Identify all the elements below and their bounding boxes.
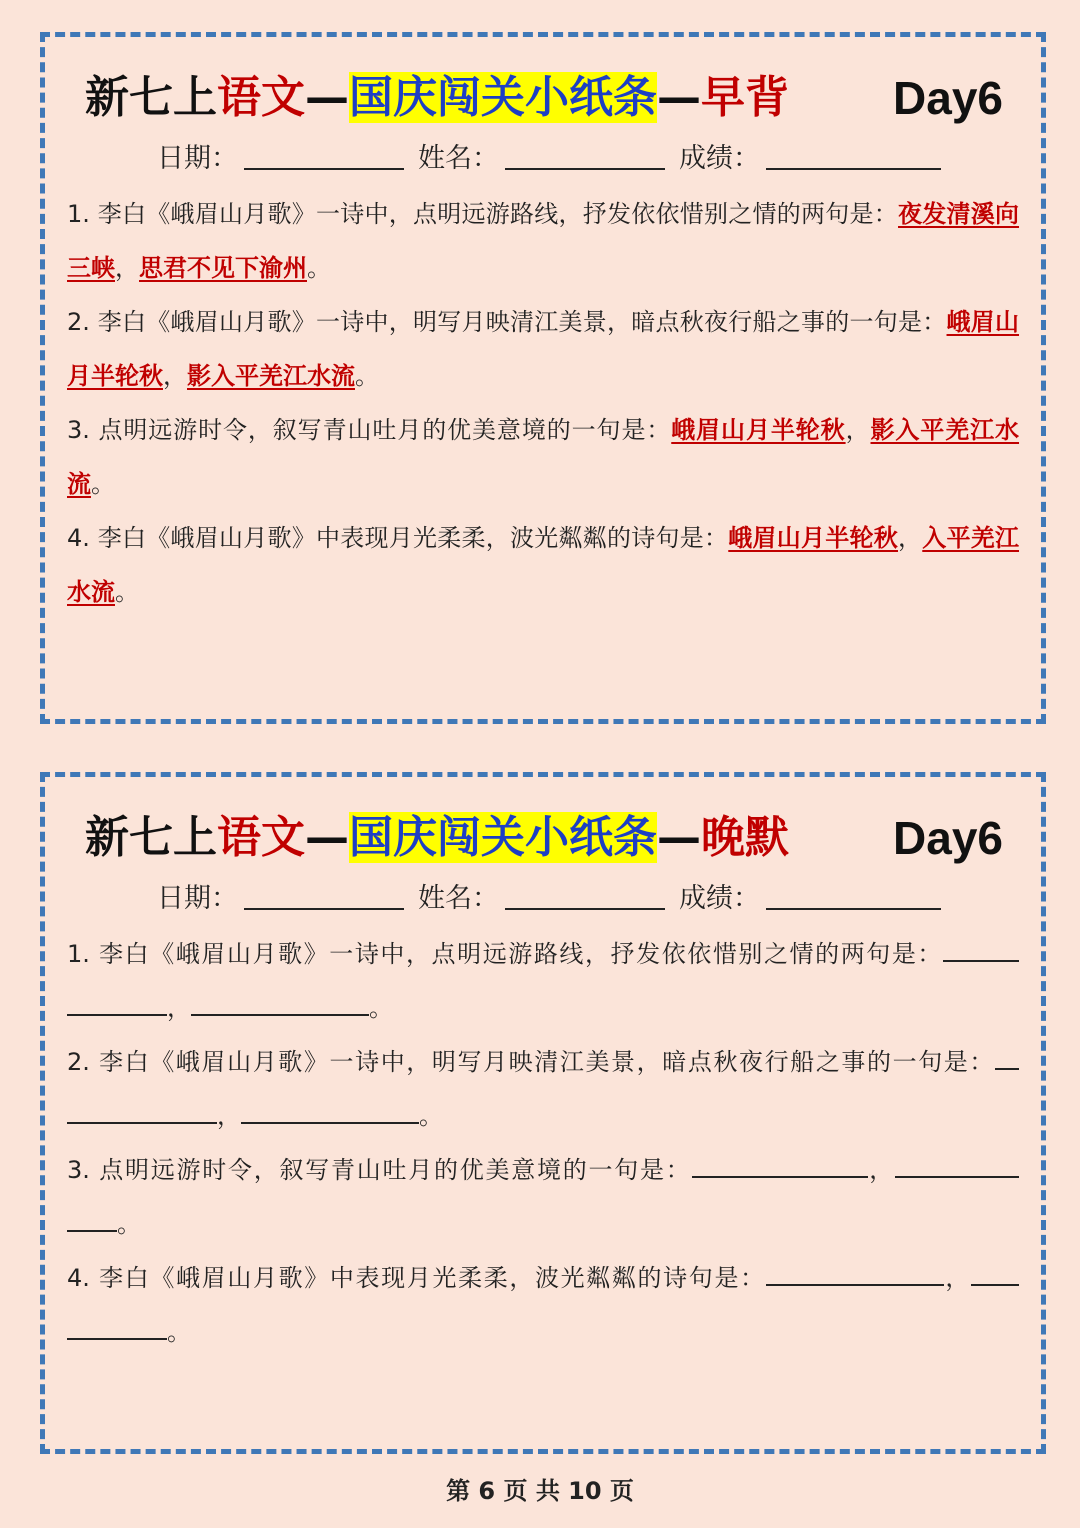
question-text: 李白《峨眉山月歌》中表现月光柔柔，波光粼粼的诗句是： [97,524,729,552]
answer-blank[interactable] [67,992,167,1016]
answer-text: 峨眉山月半轮秋 [671,416,846,444]
question-text: 点明远游时令，叙写青山吐月的优美意境的一句是： [98,416,672,444]
info-row [157,137,977,181]
question-text: 李白《峨眉山月歌》一诗中，明写月映清江美景，暗点秋夜行船之事的一句是： [97,308,947,336]
question-item [67,1143,1019,1251]
answer-blank[interactable] [971,1262,1019,1286]
question-text: 李白《峨眉山月歌》中表现月光柔柔，波光粼粼的诗句是： [99,1264,766,1292]
separator: ， [115,254,139,282]
separator: ， [867,1156,896,1184]
question-text: 李白《峨眉山月歌》一诗中，点明远游路线，抒发依依惜别之情的两句是： [99,940,943,968]
question-text: 点明远游时令，叙写青山吐月的优美意境的一句是： [99,1156,692,1184]
question-number: 4. [67,1264,90,1292]
title-highlight: 国庆闯关小纸条 [349,812,657,863]
date-label: 日期： [157,143,238,174]
answer-blank[interactable] [692,1154,868,1178]
question-item [67,295,1019,403]
title-day: Day6 [893,72,1003,124]
separator: ， [845,416,871,444]
morning-card [40,32,1046,724]
page-footer: 第 6 页 共 10 页 [446,1477,634,1505]
name-field[interactable] [505,142,665,170]
date-field[interactable] [244,142,404,170]
score-field[interactable] [766,142,941,170]
end-mark: 。 [117,1210,141,1238]
date-label: 日期： [157,883,238,914]
question-list [67,927,1019,1359]
separator: ， [943,1264,971,1292]
score-label: 成绩： [679,143,760,174]
separator: ， [163,362,187,390]
question-number: 3. [67,416,90,444]
question-item [67,187,1019,295]
answer-text: 峨眉山月半轮秋 [728,524,899,552]
title-dash: — [305,72,349,123]
score-field[interactable] [766,882,941,910]
answer-blank[interactable] [766,1262,944,1286]
question-item [67,1035,1019,1143]
title-subject: 语文 [217,72,305,123]
title-session: 晚默 [701,812,789,863]
name-label: 姓名： [418,883,499,914]
end-mark: 。 [91,470,115,498]
answer-blank[interactable] [67,1208,117,1232]
question-text: 李白《峨眉山月歌》一诗中，明写月映清江美景，暗点秋夜行船之事的一句是： [99,1048,995,1076]
answer-blank[interactable] [895,1154,1019,1178]
answer-text: 入平羌江水流 [67,524,1020,606]
evening-card [40,772,1046,1454]
title-grade: 新七上 [85,72,217,123]
answer-blank[interactable] [67,1100,217,1124]
card-title [85,807,1015,869]
answer-text: 峨眉山月半轮秋 [67,308,1020,390]
answer-text: 思君不见下渝州 [139,254,307,282]
question-list [67,187,1019,619]
title-subject: 语文 [217,812,305,863]
score-label: 成绩： [679,883,760,914]
question-number: 2. [67,1048,90,1076]
end-mark: 。 [419,1102,443,1130]
title-grade: 新七上 [85,812,217,863]
answer-blank[interactable] [191,992,369,1016]
title-dash: — [657,812,701,863]
separator: ， [167,994,191,1022]
question-item [67,927,1019,1035]
title-day: Day6 [893,812,1003,864]
title-dash: — [305,812,349,863]
name-field[interactable] [505,882,665,910]
date-field[interactable] [244,882,404,910]
question-item [67,511,1019,619]
info-row [157,877,977,921]
card-title [85,67,1015,129]
answer-blank[interactable] [943,938,1019,962]
title-dash: — [657,72,701,123]
answer-text: 夜发清溪向三峡 [67,200,1020,282]
question-number: 2. [67,308,90,336]
end-mark: 。 [115,578,139,606]
answer-blank[interactable] [241,1100,419,1124]
answer-blank[interactable] [995,1046,1019,1070]
end-mark: 。 [307,254,331,282]
title-session: 早背 [701,72,789,123]
end-mark: 。 [369,994,393,1022]
question-number: 4. [67,524,90,552]
answer-text: 影入平羌江水流 [67,416,1020,498]
question-text: 李白《峨眉山月歌》一诗中，点明远游路线，抒发依依惜别之情的两句是： [97,200,899,228]
question-number: 3. [67,1156,90,1184]
title-highlight: 国庆闯关小纸条 [349,72,657,123]
question-item [67,403,1019,511]
question-number: 1. [67,200,90,228]
end-mark: 。 [355,362,379,390]
separator: ， [217,1102,241,1130]
question-number: 1. [67,940,90,968]
name-label: 姓名： [418,143,499,174]
answer-blank[interactable] [67,1316,167,1340]
end-mark: 。 [167,1318,191,1346]
separator: ， [898,524,923,552]
answer-text: 影入平羌江水流 [187,362,355,390]
question-item [67,1251,1019,1359]
